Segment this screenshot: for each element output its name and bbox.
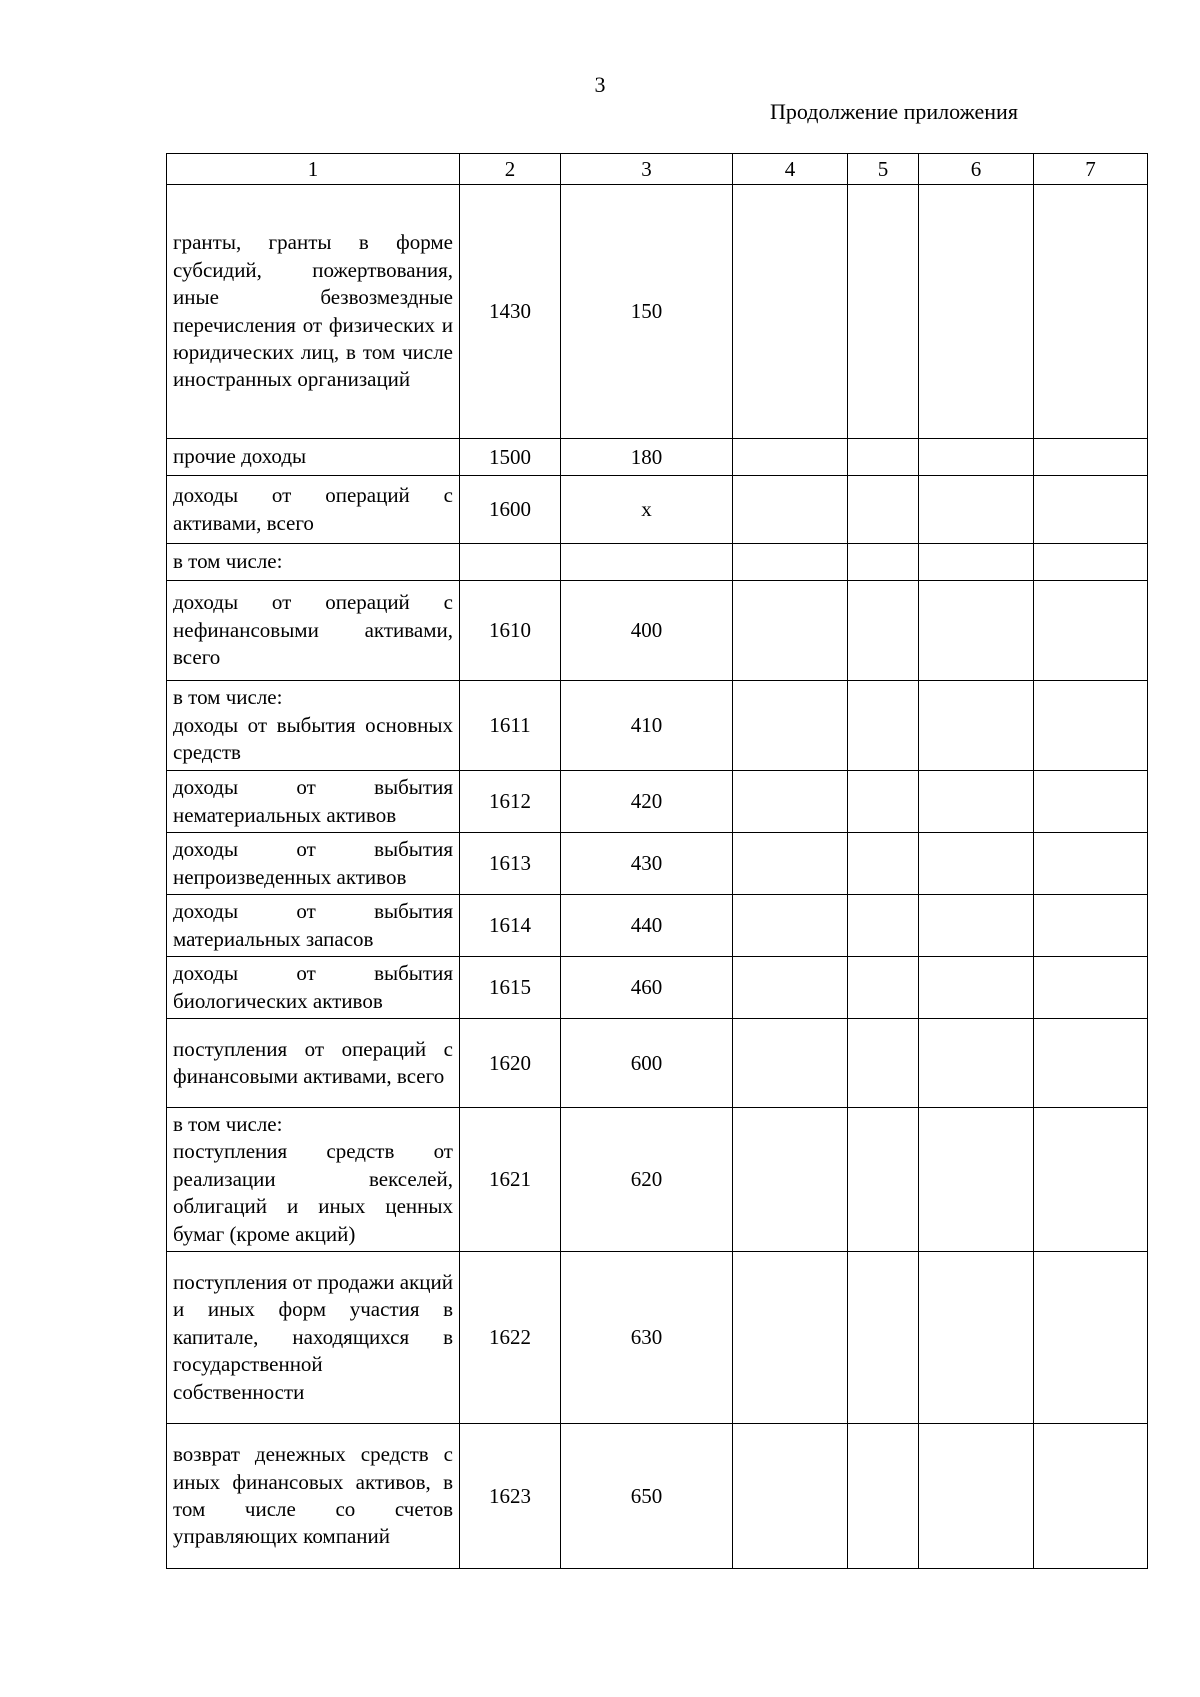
- row-code: 1611: [460, 681, 561, 771]
- empty-cell-col-4: [733, 1108, 848, 1252]
- column-header: 3: [561, 154, 733, 185]
- row-description-text: поступления от операций с финансовыми активами, всего: [173, 1036, 453, 1088]
- empty-cell-col-6: [919, 439, 1034, 476]
- table-row: [167, 439, 1148, 476]
- row-description-text: доходы от выбытия материальных запасов: [173, 899, 453, 951]
- row-kosgu: 600: [561, 1019, 733, 1108]
- empty-cell-col-6: [919, 833, 1034, 895]
- empty-cell-col-5: [848, 1019, 919, 1108]
- row-description: [167, 895, 460, 957]
- row-description: [167, 476, 460, 544]
- row-description-text: доходы от операций с активами, всего: [173, 483, 453, 535]
- row-code: 1621: [460, 1108, 561, 1252]
- row-description: [167, 681, 460, 771]
- table-row: [167, 895, 1148, 957]
- row-description-text: поступления средств от реализации векселей, облигаций и иных ценных бумаг (кроме акций): [173, 1139, 453, 1246]
- column-header: 1: [167, 154, 460, 185]
- row-description-text: гранты, гранты в форме субсидий, пожертвования, иные безвозмездные перечисления от физических и юридических лиц, в том числе иностранных организаций: [173, 230, 453, 392]
- row-code: 1614: [460, 895, 561, 957]
- row-kosgu: 400: [561, 581, 733, 681]
- empty-cell-col-6: [919, 1019, 1034, 1108]
- empty-cell-col-7: [1034, 957, 1148, 1019]
- row-description: [167, 1424, 460, 1569]
- empty-cell-col-6: [919, 771, 1034, 833]
- empty-cell-col-5: [848, 1252, 919, 1424]
- empty-cell-col-7: [1034, 1424, 1148, 1569]
- row-description: [167, 833, 460, 895]
- row-description-text: доходы от выбытия биологических активов: [173, 961, 453, 1013]
- empty-cell-col-7: [1034, 185, 1148, 439]
- empty-cell-col-5: [848, 957, 919, 1019]
- row-description: [167, 1252, 460, 1424]
- row-code: 1620: [460, 1019, 561, 1108]
- empty-cell-col-4: [733, 1019, 848, 1108]
- row-kosgu: 150: [561, 185, 733, 439]
- empty-cell-col-6: [919, 581, 1034, 681]
- row-kosgu: 430: [561, 833, 733, 895]
- empty-cell-col-4: [733, 185, 848, 439]
- row-description: [167, 439, 460, 476]
- empty-cell-col-7: [1034, 771, 1148, 833]
- row-code: 1500: [460, 439, 561, 476]
- table-row: [167, 1424, 1148, 1569]
- empty-cell-col-7: [1034, 1252, 1148, 1424]
- column-header: 6: [919, 154, 1034, 185]
- row-kosgu: 440: [561, 895, 733, 957]
- empty-cell-col-5: [848, 185, 919, 439]
- table-row: [167, 833, 1148, 895]
- row-description-text: доходы от операций с нефинансовыми активами, всего: [173, 590, 453, 670]
- empty-cell-col-4: [733, 1252, 848, 1424]
- empty-cell-col-4: [733, 544, 848, 581]
- row-kosgu: 650: [561, 1424, 733, 1569]
- row-code: [460, 544, 561, 581]
- row-description-text: поступления от продажи акций и иных форм участия в капитале, находящихся в государственной собственности: [173, 1270, 453, 1404]
- empty-cell-col-4: [733, 439, 848, 476]
- table-row: [167, 681, 1148, 771]
- empty-cell-col-4: [733, 681, 848, 771]
- empty-cell-col-5: [848, 439, 919, 476]
- empty-cell-col-5: [848, 1424, 919, 1569]
- row-description-text: в том числе:: [173, 549, 283, 574]
- empty-cell-col-7: [1034, 681, 1148, 771]
- empty-cell-col-5: [848, 544, 919, 581]
- empty-cell-col-7: [1034, 1108, 1148, 1252]
- row-description: [167, 1019, 460, 1108]
- empty-cell-col-7: [1034, 544, 1148, 581]
- empty-cell-col-4: [733, 833, 848, 895]
- report-table: [166, 153, 1148, 1569]
- table-row: [167, 476, 1148, 544]
- empty-cell-col-5: [848, 681, 919, 771]
- empty-cell-col-4: [733, 771, 848, 833]
- empty-cell-col-7: [1034, 439, 1148, 476]
- row-description-text: доходы от выбытия основных средств: [173, 712, 453, 765]
- column-header: 7: [1034, 154, 1148, 185]
- row-kosgu: х: [561, 476, 733, 544]
- row-description-prefix: в том числе:: [173, 685, 283, 710]
- empty-cell-col-6: [919, 895, 1034, 957]
- row-code: 1623: [460, 1424, 561, 1569]
- empty-cell-col-5: [848, 833, 919, 895]
- empty-cell-col-4: [733, 476, 848, 544]
- row-code: 1613: [460, 833, 561, 895]
- empty-cell-col-7: [1034, 895, 1148, 957]
- empty-cell-col-6: [919, 185, 1034, 439]
- empty-cell-col-6: [919, 1108, 1034, 1252]
- empty-cell-col-7: [1034, 581, 1148, 681]
- empty-cell-col-7: [1034, 833, 1148, 895]
- empty-cell-col-5: [848, 581, 919, 681]
- page-number: 3: [594, 72, 606, 97]
- empty-cell-col-7: [1034, 476, 1148, 544]
- table-row: [167, 1252, 1148, 1424]
- empty-cell-col-6: [919, 957, 1034, 1019]
- row-code: 1622: [460, 1252, 561, 1424]
- empty-cell-col-6: [919, 681, 1034, 771]
- empty-cell-col-6: [919, 1252, 1034, 1424]
- table-row: [167, 771, 1148, 833]
- row-kosgu: 180: [561, 439, 733, 476]
- row-description-text: доходы от выбытия нематериальных активов: [173, 775, 453, 827]
- row-kosgu: 630: [561, 1252, 733, 1424]
- empty-cell-col-5: [848, 476, 919, 544]
- header-row: [167, 154, 1148, 185]
- column-header: 2: [460, 154, 561, 185]
- row-description: [167, 771, 460, 833]
- row-description: [167, 581, 460, 681]
- row-description-text: доходы от выбытия непроизведенных активов: [173, 837, 453, 889]
- empty-cell-col-4: [733, 957, 848, 1019]
- row-kosgu: 620: [561, 1108, 733, 1252]
- row-description-prefix: в том числе:: [173, 1112, 283, 1136]
- empty-cell-col-5: [848, 1108, 919, 1252]
- table-row: [167, 581, 1148, 681]
- row-code: 1430: [460, 185, 561, 439]
- empty-cell-col-5: [848, 771, 919, 833]
- row-code: 1615: [460, 957, 561, 1019]
- row-description: [167, 1108, 460, 1252]
- table-row: [167, 1108, 1148, 1252]
- empty-cell-col-6: [919, 476, 1034, 544]
- row-code: 1610: [460, 581, 561, 681]
- row-description: [167, 185, 460, 439]
- continuation-heading: Продолжение приложения: [770, 99, 1018, 124]
- row-kosgu: 410: [561, 681, 733, 771]
- empty-cell-col-5: [848, 895, 919, 957]
- empty-cell-col-4: [733, 895, 848, 957]
- empty-cell-col-4: [733, 1424, 848, 1569]
- column-header: 5: [848, 154, 919, 185]
- row-kosgu: 420: [561, 771, 733, 833]
- table-row: [167, 185, 1148, 439]
- row-code: 1600: [460, 476, 561, 544]
- column-header: 4: [733, 154, 848, 185]
- empty-cell-col-7: [1034, 1019, 1148, 1108]
- row-description-text: возврат денежных средств с иных финансовых активов, в том числе со счетов управляющих компаний: [173, 1442, 453, 1549]
- row-description: [167, 544, 460, 581]
- table-row: [167, 544, 1148, 581]
- row-kosgu: [561, 544, 733, 581]
- row-description-text: прочие доходы: [173, 444, 307, 469]
- empty-cell-col-6: [919, 544, 1034, 581]
- empty-cell-col-4: [733, 581, 848, 681]
- table-row: [167, 1019, 1148, 1108]
- row-description: [167, 957, 460, 1019]
- row-code: 1612: [460, 771, 561, 833]
- table-row: [167, 957, 1148, 1019]
- row-kosgu: 460: [561, 957, 733, 1019]
- empty-cell-col-6: [919, 1424, 1034, 1569]
